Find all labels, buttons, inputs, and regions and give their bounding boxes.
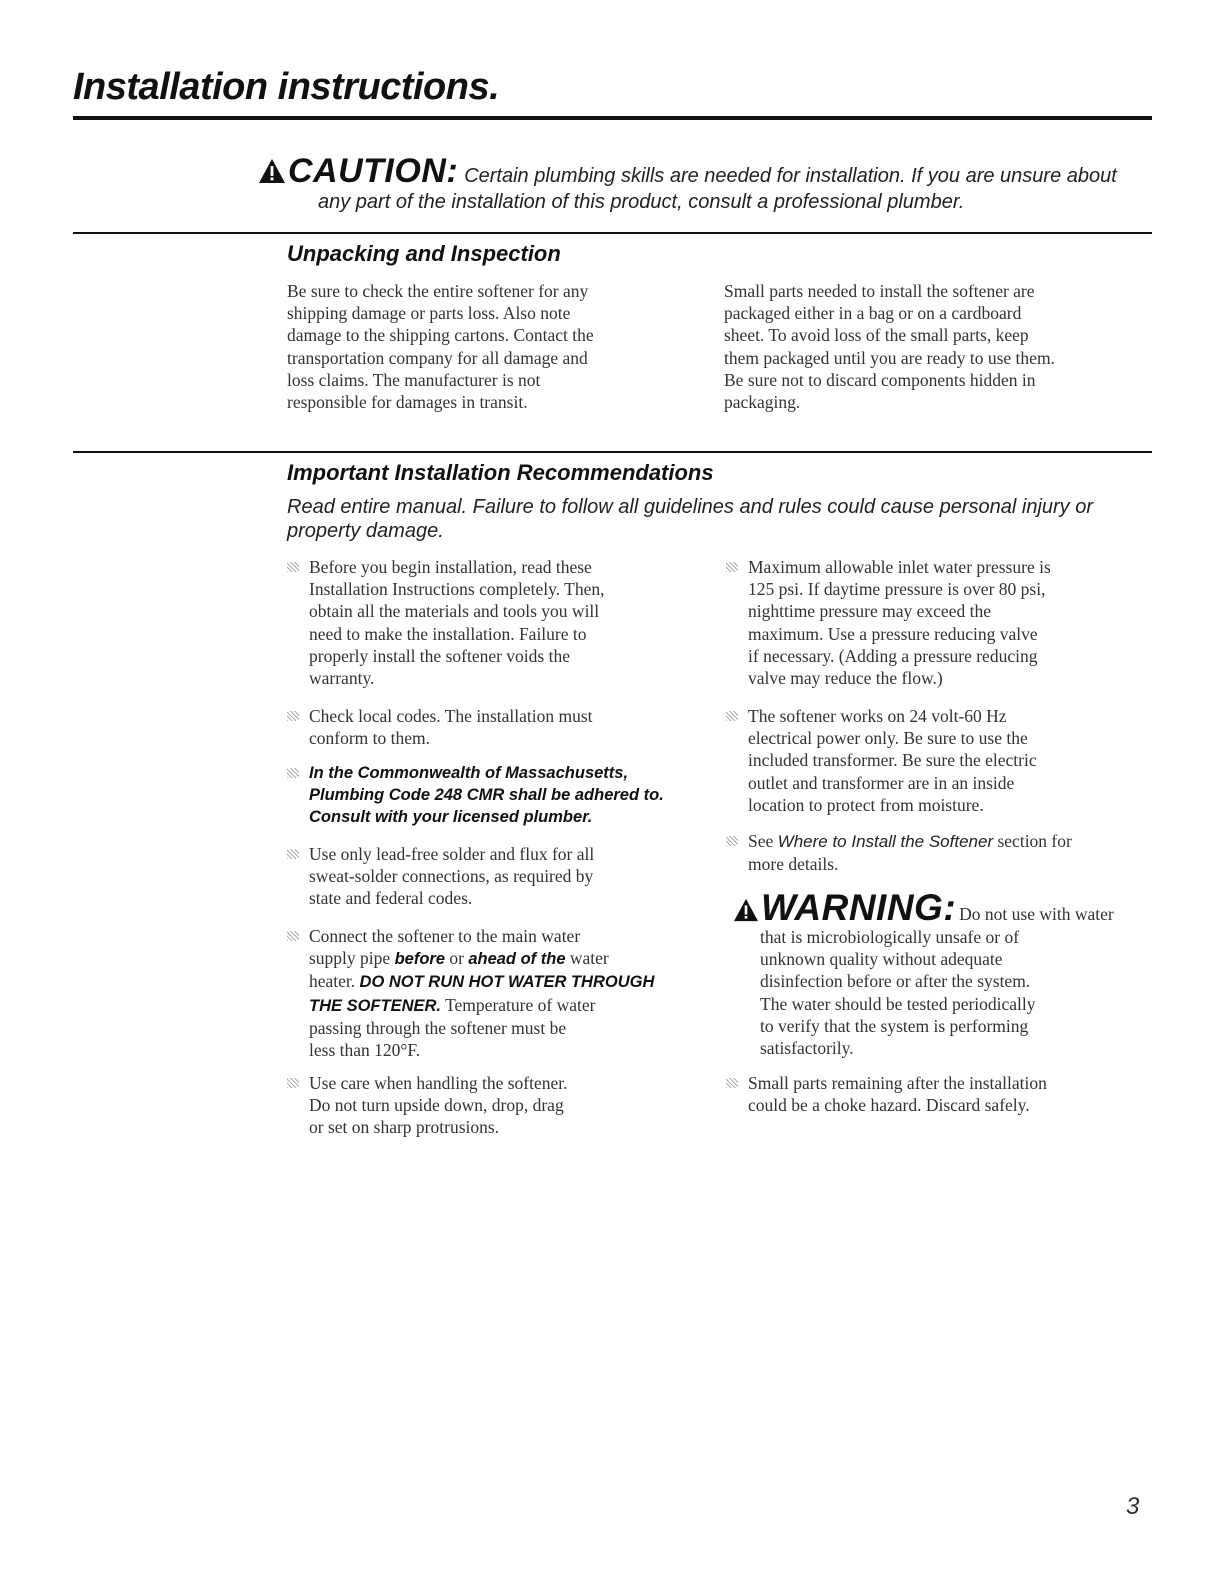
bullet-icon xyxy=(726,836,738,846)
list-item: Maximum allowable inlet water pressure is 125 psi. If daytime pressure is over 80 psi, nighttime pressure may exceed the maximum. Use a pressure reducing valve if necessary. (Adding a pressure reducing valve may reduce the flow.) xyxy=(748,556,1153,689)
bullet-icon xyxy=(287,1078,299,1088)
unpacking-paragraph-2: Small parts needed to install the softener are packaged either in a bag or on a cardboard sheet. To avoid loss of the small parts, keep them packaged until you are ready to use them. Be sure not to discard components hidden in packaging. xyxy=(724,281,1055,413)
bullet-icon xyxy=(726,562,738,572)
title-divider xyxy=(73,116,1152,120)
caution-text-line1: Certain plumbing skills are needed for installation. If you are unsure about xyxy=(464,165,1117,187)
section-divider xyxy=(73,451,1152,453)
warning-text-first-line: Do not use with water xyxy=(959,904,1114,924)
unpacking-paragraph-1: Be sure to check the entire softener for any shipping damage or parts loss. Also note damage to the shipping cartons. Contact the transportation company for all damage and loss claims. The manufacturer is not responsible for damages in transit. xyxy=(287,281,594,413)
list-item: Check local codes. The installation must conform to them. xyxy=(309,705,709,749)
list-item: In the Commonwealth of Massachusetts, Plumbing Code 248 CMR shall be adhered to. Consult with your licensed plumber. xyxy=(309,762,709,828)
cross-reference-link: Where to Install the Softener xyxy=(777,832,994,851)
caution-notice xyxy=(258,152,1158,214)
warning-triangle-icon xyxy=(733,898,759,922)
section-divider xyxy=(73,232,1152,234)
bullet-icon xyxy=(287,562,299,572)
warning-text-body: that is microbiologically unsafe or of unknown quality without adequate disinfection before or after the system. The water should be tested periodically to verify that the system is performing satisfactorily. xyxy=(760,927,1036,1059)
warning-notice xyxy=(733,887,1153,1059)
list-item: Small parts remaining after the installation could be a choke hazard. Discard safely. xyxy=(748,1072,1153,1116)
list-item: Use only lead-free solder and flux for all sweat-solder connections, as required by state and federal codes. xyxy=(309,843,709,910)
recommendations-lead: Read entire manual. Failure to follow all guidelines and rules could cause personal injury or property damage. xyxy=(287,496,1094,542)
recommendations-heading: Important Installation Recommendations xyxy=(287,460,714,485)
list-item: Connect the softener to the main water supply pipe before or ahead of the water heater. DO NOT RUN HOT WATER THROUGH THE SOFTENER. Temperature of water passing through the softener must be less than 120°F. xyxy=(309,925,709,1061)
bullet-icon xyxy=(726,1078,738,1088)
caution-text-line2: any part of the installation of this product, consult a professional plumber. xyxy=(318,191,965,213)
list-item: The softener works on 24 volt-60 Hz electrical power only. Be sure to use the included transformer. Be sure the electric outlet and transformer are in an inside location to protect from moisture. xyxy=(748,705,1153,816)
page-number: 3 xyxy=(1126,1493,1140,1520)
list-item: Use care when handling the softener. Do not turn upside down, drop, drag or set on sharp protrusions. xyxy=(309,1072,709,1139)
page-title: Installation instructions. xyxy=(73,66,500,108)
caution-label: CAUTION: xyxy=(288,152,459,190)
warning-triangle-icon xyxy=(258,158,286,184)
bullet-icon xyxy=(287,849,299,859)
list-item: See Where to Install the Softener section for more details. xyxy=(748,830,1153,875)
unpacking-heading: Unpacking and Inspection xyxy=(287,241,561,266)
bullet-icon xyxy=(287,931,299,941)
warning-label: WARNING: xyxy=(761,887,957,928)
list-item: Before you begin installation, read these Installation Instructions completely. Then, obtain all the materials and tools you will need to make the installation. Failure to properly install the softener voids the warranty. xyxy=(309,556,709,689)
bullet-icon xyxy=(726,711,738,721)
bullet-icon xyxy=(287,768,299,778)
bullet-icon xyxy=(287,711,299,721)
